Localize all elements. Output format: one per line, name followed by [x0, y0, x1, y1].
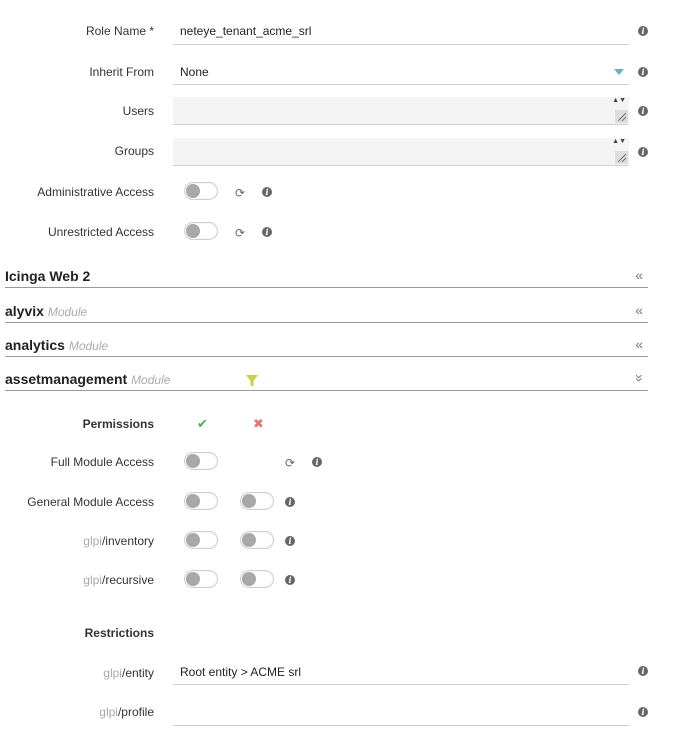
glpi-inventory-label: glpi/inventory: [83, 534, 154, 548]
section-title: Icinga Web 2: [5, 268, 91, 284]
section-title: assetmanagement: [5, 371, 128, 387]
permissions-header: Permissions: [82, 417, 154, 431]
users-info-icon[interactable]: i: [638, 106, 648, 116]
section-title: analytics: [5, 337, 65, 353]
users-label: Users: [122, 104, 154, 118]
reload-icon[interactable]: ⟳: [284, 456, 296, 470]
inherit-from-select[interactable]: [173, 58, 629, 85]
users-select[interactable]: [173, 97, 629, 125]
full-module-access-label: Full Module Access: [50, 455, 154, 469]
reload-icon[interactable]: ⟳: [234, 186, 246, 200]
glpi-recursive-label: glpi/recursive: [83, 573, 154, 587]
filter-icon[interactable]: [245, 374, 259, 388]
general-module-access-allow-toggle[interactable]: [184, 492, 218, 510]
general-module-access-info-icon[interactable]: i: [285, 497, 295, 507]
administrative-access-label: Administrative Access: [37, 185, 154, 199]
section-alyvix[interactable]: [5, 301, 648, 323]
spin-arrows-icon[interactable]: ▲▼: [612, 138, 626, 145]
role-name-label: Role Name *: [85, 24, 154, 38]
general-module-access-deny-toggle[interactable]: [240, 492, 274, 510]
collapse-chevron-icon[interactable]: «: [635, 336, 643, 352]
spin-arrows-icon[interactable]: ▲▼: [612, 97, 626, 104]
deny-cross-icon: ✖: [253, 416, 264, 431]
role-name-info-icon[interactable]: i: [638, 26, 648, 36]
glpi-inventory-deny-toggle[interactable]: [240, 531, 274, 549]
resize-handle-icon[interactable]: [615, 110, 628, 123]
unrestricted-access-toggle[interactable]: [184, 222, 218, 240]
section-icinga-web-2[interactable]: [5, 266, 648, 288]
section-assetmanagement[interactable]: [5, 369, 648, 391]
collapse-chevron-icon[interactable]: «: [635, 267, 643, 283]
chevron-down-icon[interactable]: [614, 69, 624, 75]
inherit-from-label: Inherit From: [89, 65, 154, 79]
glpi-inventory-info-icon[interactable]: i: [285, 536, 295, 546]
collapse-chevron-icon[interactable]: «: [635, 302, 643, 318]
glpi-recursive-info-icon[interactable]: i: [285, 575, 295, 585]
glpi-profile-input[interactable]: [173, 698, 629, 726]
full-module-access-toggle[interactable]: [184, 452, 218, 470]
section-subtitle: Module: [131, 373, 171, 387]
expand-chevron-icon[interactable]: »: [632, 374, 649, 382]
role-name-value: neteye_tenant_acme_srl: [180, 24, 312, 38]
unrestricted-access-label: Unrestricted Access: [47, 225, 154, 239]
inherit-from-value: None: [180, 65, 209, 79]
reload-icon[interactable]: ⟳: [234, 226, 246, 240]
groups-info-icon[interactable]: i: [638, 147, 648, 157]
groups-label: Groups: [114, 144, 154, 158]
glpi-profile-label: glpi/profile: [99, 705, 154, 719]
glpi-entity-value: Root entity > ACME srl: [180, 665, 302, 679]
full-module-access-info-icon[interactable]: i: [312, 457, 322, 467]
section-subtitle: Module: [47, 305, 88, 319]
allow-check-icon: ✔: [197, 416, 208, 431]
inherit-from-info-icon[interactable]: i: [638, 67, 648, 77]
role-name-input[interactable]: [173, 18, 629, 45]
glpi-entity-label: glpi/entity: [103, 666, 154, 680]
glpi-entity-info-icon[interactable]: i: [638, 666, 648, 676]
administrative-access-toggle[interactable]: [184, 182, 218, 200]
groups-select[interactable]: [173, 138, 629, 166]
general-module-access-label: General Module Access: [27, 495, 154, 509]
section-title: alyvix: [5, 303, 44, 319]
resize-handle-icon[interactable]: [615, 151, 628, 164]
unrestricted-access-info-icon[interactable]: i: [262, 227, 272, 237]
glpi-entity-input[interactable]: [173, 658, 629, 685]
glpi-recursive-deny-toggle[interactable]: [240, 570, 274, 588]
restrictions-header: Restrictions: [84, 626, 154, 640]
section-subtitle: Module: [68, 339, 109, 353]
glpi-recursive-allow-toggle[interactable]: [184, 570, 218, 588]
administrative-access-info-icon[interactable]: i: [262, 187, 272, 197]
glpi-profile-info-icon[interactable]: i: [638, 707, 648, 717]
glpi-inventory-allow-toggle[interactable]: [184, 531, 218, 549]
section-analytics[interactable]: [5, 335, 648, 357]
